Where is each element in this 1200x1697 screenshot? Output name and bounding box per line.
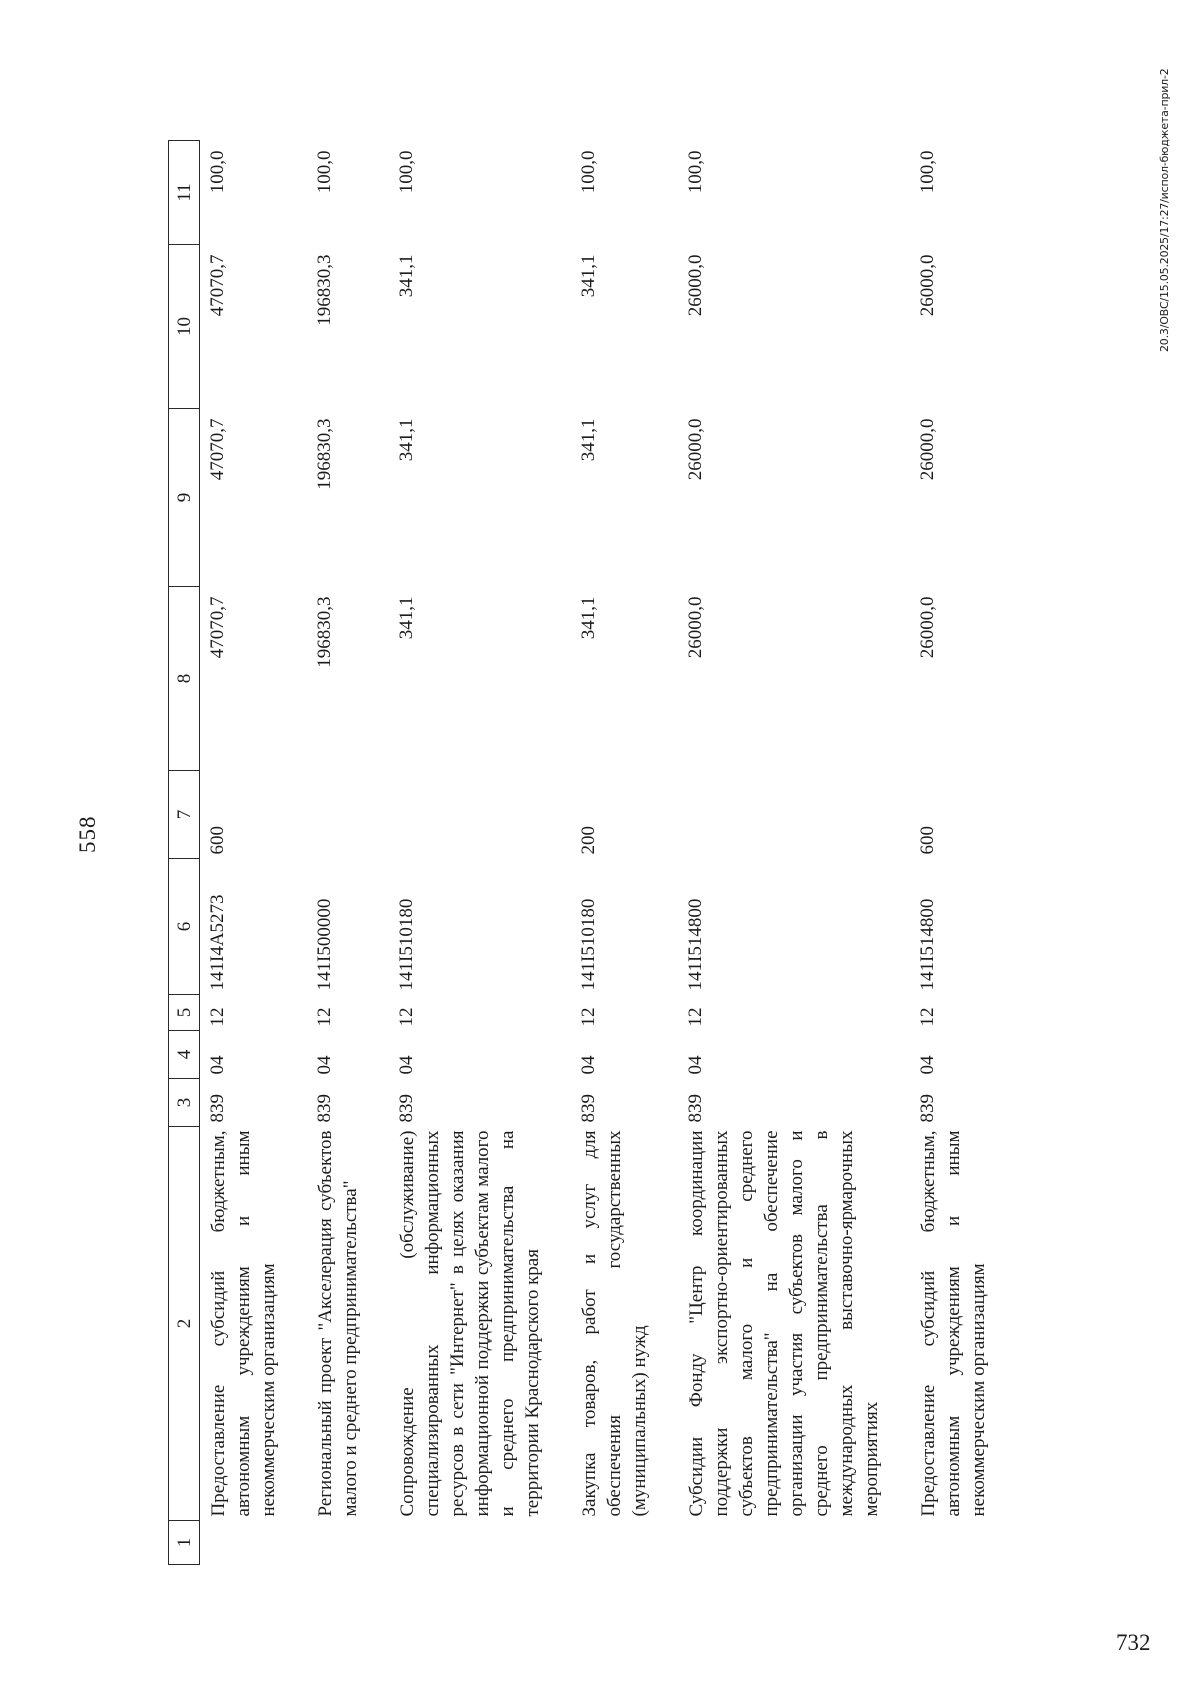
cell-col10: 47070,7 <box>207 254 228 317</box>
cell-col1 <box>389 1521 571 1565</box>
cell-col9: 196830,3 <box>314 418 335 490</box>
cell-col9: 341,1 <box>396 418 417 462</box>
column-header: 6 <box>169 859 200 995</box>
cell-description: Субсидии Фонду "Центр координации поддержки экспортно-ориентированных субъектов малого и среднего предпринимательства" на обеспечение организации участия субъектов малого и среднего предпринимательства в международных выставочно-ярмарочных мероприятиях <box>686 1130 882 1517</box>
cell-col1 <box>571 1521 678 1565</box>
cell-col6: 141I510180 <box>578 898 599 991</box>
cell-description: Сопровождение (обслуживание) специализированных информационных ресурсов в сети "Интернет" в целях оказания информационной поддержки субъектам малого и среднего предпринимательства на территории Краснодарского края <box>397 1130 543 1517</box>
table-row <box>389 141 571 1565</box>
cell-col10: 196830,3 <box>314 254 335 326</box>
cell-col4: 04 <box>207 1055 228 1075</box>
cell-col7: 600 <box>207 826 228 855</box>
cell-col7 <box>307 771 389 859</box>
cell-col7 <box>389 771 571 859</box>
cell-col10: 26000,0 <box>685 254 706 317</box>
cell-col11: 100,0 <box>207 150 228 194</box>
table-row <box>678 141 910 1565</box>
cell-col6: 141I510180 <box>396 898 417 991</box>
table-row <box>910 141 1017 1565</box>
cell-col6: 141I514800 <box>917 898 938 991</box>
cell-description: Региональный проект "Акселерация субъектов малого и среднего предпринимательства" <box>315 1130 361 1517</box>
cell-col3: 839 <box>917 1094 938 1123</box>
cell-col11: 100,0 <box>314 150 335 194</box>
cell-col4: 04 <box>685 1055 706 1075</box>
cell-col7: 200 <box>578 826 599 855</box>
budget-table <box>168 140 1017 1565</box>
cell-col11: 100,0 <box>578 150 599 194</box>
column-header: 9 <box>169 409 200 587</box>
cell-col8: 26000,0 <box>917 596 938 659</box>
cell-col4: 04 <box>396 1055 417 1075</box>
cell-col3: 839 <box>685 1094 706 1123</box>
cell-col4: 04 <box>578 1055 599 1075</box>
cell-col5: 12 <box>685 1007 706 1027</box>
cell-col9: 26000,0 <box>917 418 938 481</box>
table-header-row <box>169 141 200 1565</box>
cell-col8: 26000,0 <box>685 596 706 659</box>
cell-col6: 141I514800 <box>685 898 706 991</box>
cell-col11: 100,0 <box>917 150 938 194</box>
cell-col1 <box>200 1521 308 1565</box>
cell-col4: 04 <box>917 1055 938 1075</box>
column-header: 2 <box>169 1127 200 1521</box>
cell-col3: 839 <box>578 1094 599 1123</box>
column-header: 10 <box>169 245 200 409</box>
column-header: 11 <box>169 141 200 245</box>
cell-description: Закупка товаров, работ и услуг для обеспечения государственных (муниципальных) нужд <box>579 1130 650 1517</box>
cell-description: Предоставление субсидий бюджетным, автономным учреждениям и иным некоммерческим организациям <box>208 1130 279 1517</box>
cell-description: Предоставление субсидий бюджетным, автономным учреждениям и иным некоммерческим организациям <box>918 1130 989 1517</box>
cell-col10: 26000,0 <box>917 254 938 317</box>
cell-col11: 100,0 <box>685 150 706 194</box>
cell-col1 <box>307 1521 389 1565</box>
cell-col1 <box>910 1521 1017 1565</box>
cell-col3: 839 <box>396 1094 417 1123</box>
cell-col10: 341,1 <box>578 254 599 298</box>
cell-col5: 12 <box>396 1007 417 1027</box>
cell-col10: 341,1 <box>396 254 417 298</box>
cell-col9: 26000,0 <box>685 418 706 481</box>
cell-col7: 600 <box>917 826 938 855</box>
cell-col5: 12 <box>207 1007 228 1027</box>
page-number: 558 <box>75 815 100 853</box>
cell-col4: 04 <box>314 1055 335 1075</box>
cell-col8: 196830,3 <box>314 596 335 668</box>
cell-col8: 341,1 <box>578 596 599 640</box>
cell-col8: 341,1 <box>396 596 417 640</box>
column-header: 8 <box>169 587 200 771</box>
table-row <box>571 141 678 1565</box>
column-header: 4 <box>169 1031 200 1079</box>
cell-col5: 12 <box>314 1007 335 1027</box>
cell-col3: 839 <box>207 1094 228 1123</box>
sheet-number: 732 <box>1116 1630 1151 1655</box>
cell-col11: 100,0 <box>396 150 417 194</box>
document-code: 20.3/ОВС/15.05.2025/17:27/испол-бюджета-прил-2 <box>1158 68 1171 352</box>
cell-col5: 12 <box>917 1007 938 1027</box>
cell-col8: 47070,7 <box>207 596 228 659</box>
cell-col1 <box>678 1521 910 1565</box>
cell-col9: 47070,7 <box>207 418 228 481</box>
column-header: 5 <box>169 995 200 1031</box>
table-row <box>307 141 389 1565</box>
cell-col5: 12 <box>578 1007 599 1027</box>
cell-col9: 341,1 <box>578 418 599 462</box>
cell-col7 <box>678 771 910 859</box>
cell-col3: 839 <box>314 1094 335 1123</box>
column-header: 3 <box>169 1079 200 1127</box>
cell-col6: 141I500000 <box>314 898 335 991</box>
column-header: 7 <box>169 771 200 859</box>
cell-col6: 141I4A5273 <box>207 894 228 991</box>
table-row <box>200 141 308 1565</box>
column-header: 1 <box>169 1521 200 1565</box>
